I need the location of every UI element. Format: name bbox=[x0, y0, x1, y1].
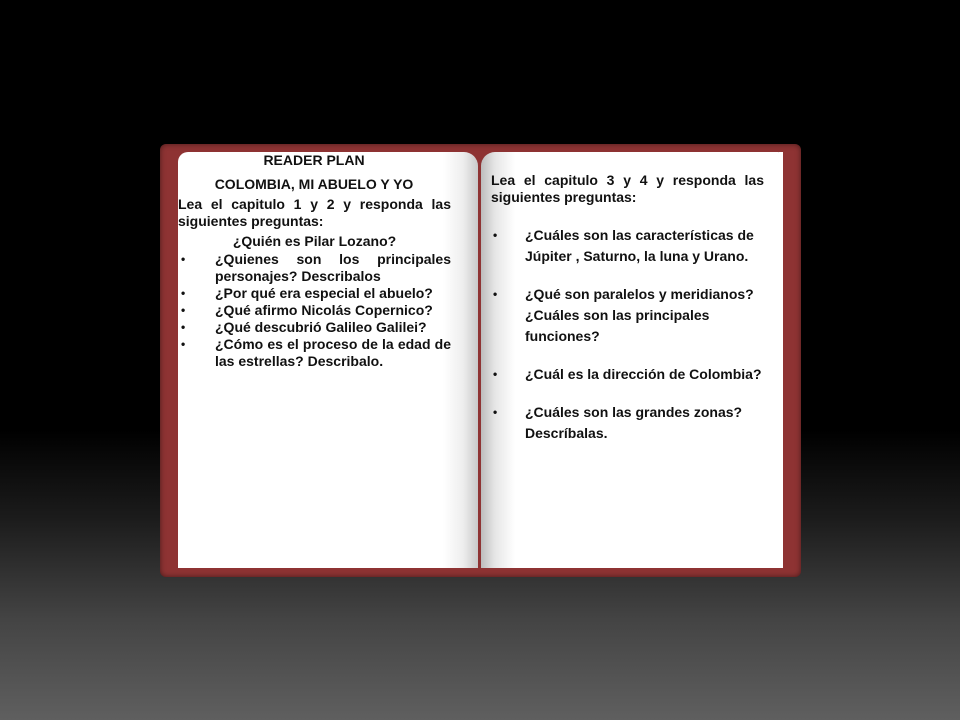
list-item bbox=[178, 251, 451, 285]
bullet-icon: • bbox=[181, 252, 186, 266]
bullet-icon: • bbox=[493, 367, 498, 381]
centered-question: ¿Quién es Pilar Lozano? bbox=[232, 233, 397, 249]
list-item bbox=[178, 302, 451, 319]
question-text: ¿Cómo es el proceso de la edad de las estrellas? Describalo. bbox=[215, 336, 451, 369]
bullet-icon: • bbox=[493, 228, 498, 242]
list-item bbox=[178, 319, 451, 336]
question-text: ¿Cuál es la dirección de Colombia? bbox=[525, 366, 762, 382]
question-text: ¿Qué son paralelos y meridianos? ¿Cuáles son las principales funciones? bbox=[525, 286, 754, 344]
bullet-icon: • bbox=[181, 337, 186, 351]
left-instruction: Lea el capitulo 1 y 2 y responda las siguientes preguntas: bbox=[178, 196, 451, 229]
question-text: ¿Cuáles son las grandes zonas? Descríbalas. bbox=[525, 404, 743, 441]
right-instruction: Lea el capitulo 3 y 4 y responda las siguientes preguntas: bbox=[491, 172, 764, 205]
bullet-icon: • bbox=[493, 405, 498, 419]
list-item bbox=[491, 225, 766, 267]
question-text: ¿Por qué era especial el abuelo? bbox=[215, 285, 433, 301]
list-item bbox=[491, 364, 766, 385]
bullet-icon: • bbox=[181, 303, 186, 317]
question-text: ¿Qué descubrió Galileo Galilei? bbox=[215, 319, 427, 335]
bullet-icon: • bbox=[493, 287, 498, 301]
bullet-icon: • bbox=[181, 286, 186, 300]
book-subtitle: COLOMBIA, MI ABUELO Y YO bbox=[214, 176, 414, 192]
page-title: READER PLAN bbox=[263, 152, 365, 168]
list-item bbox=[178, 285, 451, 302]
left-question-list bbox=[178, 251, 451, 370]
question-text: ¿Quienes son los principales personajes? Describalos bbox=[215, 251, 451, 284]
list-item bbox=[178, 336, 451, 370]
question-text: ¿Qué afirmo Nicolás Copernico? bbox=[215, 302, 433, 318]
question-text: ¿Cuáles son las características de Júpiter , Saturno, la luna y Urano. bbox=[525, 227, 754, 264]
bullet-icon: • bbox=[181, 320, 186, 334]
list-item bbox=[491, 402, 766, 444]
list-item bbox=[491, 284, 766, 347]
right-question-list bbox=[491, 225, 766, 461]
